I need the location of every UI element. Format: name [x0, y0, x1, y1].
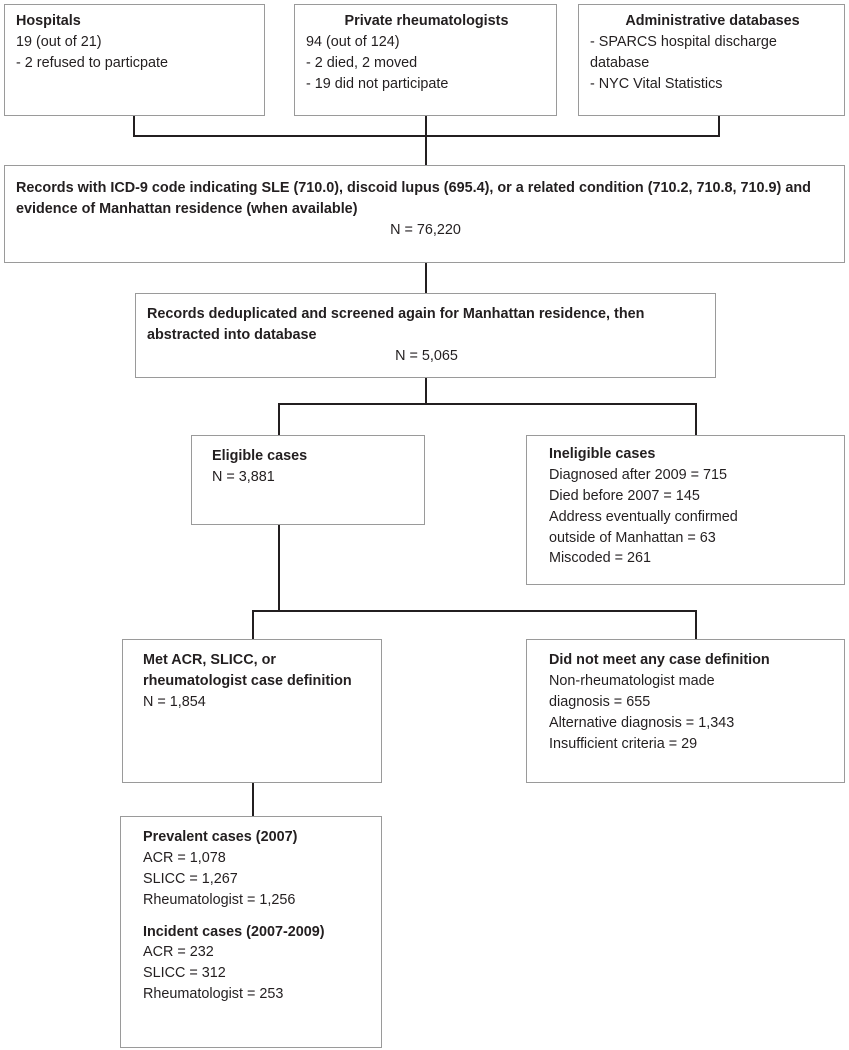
connector-met-to-summary [252, 783, 254, 816]
connector-to-met-definition [252, 610, 254, 639]
node-administrative-databases-title: Administrative databases [625, 13, 800, 29]
node-private-rheumatologists-line-3: - 19 did not participate [306, 75, 449, 92]
connector-to-ineligible [695, 403, 697, 435]
node-prevalent-cases-line-1: ACR = 1,078 [143, 849, 226, 866]
node-administrative-databases-line-1: - SPARCS hospital discharge [590, 33, 777, 50]
node-administrative-databases [578, 4, 845, 116]
connector-dedup-down [425, 378, 427, 404]
node-cases-summary [120, 816, 382, 1048]
node-eligible-cases [191, 435, 425, 525]
node-did-not-meet-case-definition-line-1: Non-rheumatologist made [549, 672, 715, 689]
node-did-not-meet-case-definition [526, 639, 845, 783]
connector-split-2-horizontal [252, 610, 696, 612]
node-ineligible-cases [526, 435, 845, 585]
node-met-case-definition-count: N = 1,854 [143, 693, 206, 710]
node-prevalent-cases-line-3: Rheumatologist = 1,256 [143, 891, 296, 908]
node-met-case-definition-title: Met ACR, SLICC, or rheumatologist case definition [143, 652, 352, 689]
node-records-icd9-count: N = 76,220 [390, 221, 461, 238]
node-did-not-meet-case-definition-title: Did not meet any case definition [549, 652, 770, 668]
node-records-icd9-title: Records with ICD-9 code indicating SLE (710.0), discoid lupus (695.4), or a related condition (710.2, 710.8, 710.9) and evidence of Manhattan residence (when available) [16, 180, 811, 217]
node-records-deduplicated [135, 293, 716, 378]
node-incident-cases-line-3: Rheumatologist = 253 [143, 986, 284, 1003]
node-hospitals-title: Hospitals [16, 13, 81, 29]
connector-records-to-dedup [425, 263, 427, 293]
node-did-not-meet-case-definition-line-2: diagnosis = 655 [549, 693, 651, 710]
node-ineligible-cases-line-1: Diagnosed after 2009 = 715 [549, 466, 728, 483]
connector-to-not-met-definition [695, 610, 697, 639]
connector-to-eligible [278, 403, 280, 435]
node-eligible-cases-title: Eligible cases [212, 448, 308, 464]
node-ineligible-cases-line-2: Died before 2007 = 145 [549, 487, 700, 504]
node-records-icd9 [4, 165, 845, 263]
node-private-rheumatologists-line-1: 94 (out of 124) [306, 33, 400, 50]
connector-eligible-down [278, 525, 280, 611]
connector-row1-to-records [425, 135, 427, 165]
node-private-rheumatologists-line-2: - 2 died, 2 moved [306, 54, 418, 71]
node-administrative-databases-line-2: database [590, 54, 650, 71]
node-private-rheumatologists-title: Private rheumatologists [344, 13, 509, 29]
node-met-case-definition [122, 639, 382, 783]
node-incident-cases-line-1: ACR = 232 [143, 944, 214, 961]
node-prevalent-cases-title: Prevalent cases (2007) [143, 829, 298, 845]
node-hospitals [4, 4, 265, 116]
node-ineligible-cases-title: Ineligible cases [549, 446, 656, 462]
connector-hospitals-down [133, 116, 135, 136]
connector-admin-down [718, 116, 720, 136]
node-prevalent-cases-line-2: SLICC = 1,267 [143, 870, 238, 887]
connector-private-down [425, 116, 427, 136]
node-records-deduplicated-count: N = 5,065 [395, 347, 458, 364]
node-ineligible-cases-line-5: Miscoded = 261 [549, 550, 651, 567]
node-private-rheumatologists [294, 4, 557, 116]
node-administrative-databases-line-3: - NYC Vital Statistics [590, 75, 723, 92]
node-ineligible-cases-line-3: Address eventually confirmed [549, 508, 738, 525]
node-did-not-meet-case-definition-line-3: Alternative diagnosis = 1,343 [549, 714, 735, 731]
node-hospitals-line-1: 19 (out of 21) [16, 33, 102, 50]
node-incident-cases-line-2: SLICC = 312 [143, 965, 226, 982]
node-records-deduplicated-title: Records deduplicated and screened again for Manhattan residence, then abstracted into database [147, 306, 645, 343]
summary-spacer [143, 911, 372, 922]
node-hospitals-line-2: - 2 refused to particpate [16, 54, 168, 71]
node-did-not-meet-case-definition-line-4: Insufficient criteria = 29 [549, 735, 698, 752]
node-ineligible-cases-line-4: outside of Manhattan = 63 [549, 529, 716, 546]
node-incident-cases-title: Incident cases (2007-2009) [143, 923, 325, 940]
node-eligible-cases-count: N = 3,881 [212, 468, 275, 485]
connector-split-1-horizontal [278, 403, 696, 405]
